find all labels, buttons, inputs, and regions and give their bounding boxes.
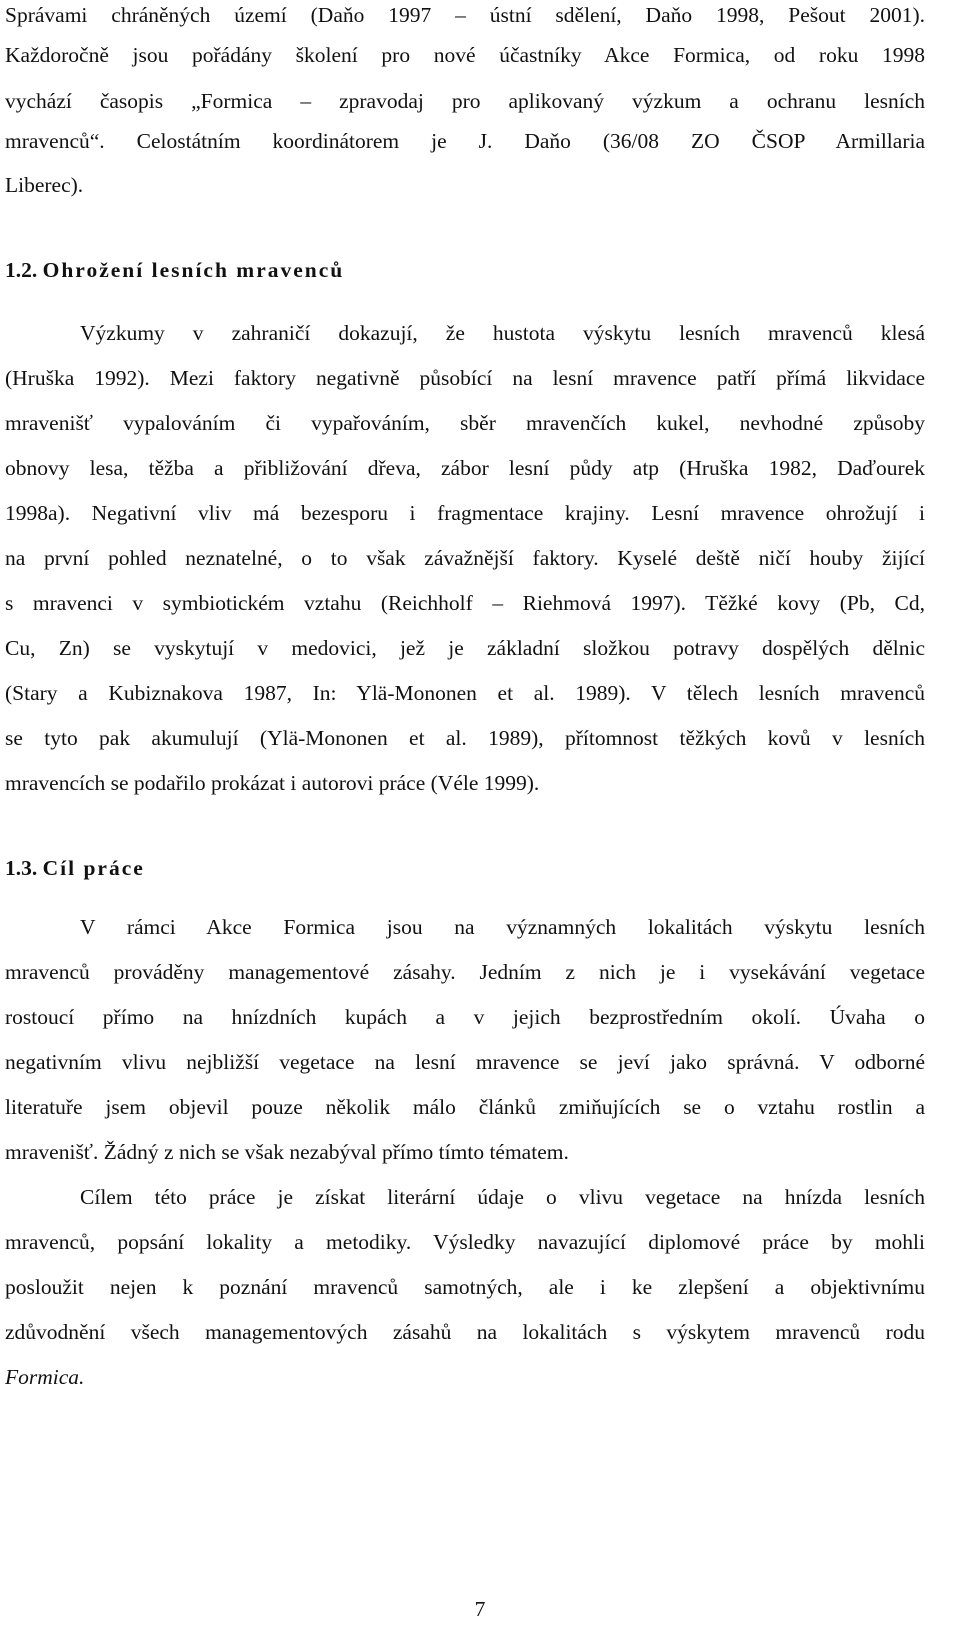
text-line: s mravenci v symbiotickém vztahu (Reichholf – Riehmová 1997). Těžké kovy (Pb, Cd, — [5, 591, 925, 615]
section-heading-1-2 — [5, 255, 344, 285]
text-line: (Hruška 1992). Mezi faktory negativně působící na lesní mravence patří přímá likvidace — [5, 366, 925, 390]
text-line: literatuře jsem objevil pouze několik málo článků zmiňujících se o vztahu rostlin a — [5, 1095, 925, 1119]
text-line: Cílem této práce je získat literární údaje o vlivu vegetace na hnízda lesních — [80, 1185, 925, 1209]
text-line: Výzkumy v zahraničí dokazují, že hustota výskytu lesních mravenců klesá — [80, 321, 925, 345]
section-heading-1-3 — [5, 853, 145, 883]
text-line: 1998a). Negativní vliv má bezesporu i fragmentace krajiny. Lesní mravence ohrožují i — [5, 501, 925, 525]
text-line: Každoročně jsou pořádány školení pro nové účastníky Akce Formica, od roku 1998 — [5, 43, 925, 67]
section-number: 1.3. — [5, 856, 38, 880]
text-line: Liberec). — [5, 173, 84, 197]
section-title: Ohrožení lesních mravenců — [42, 258, 345, 282]
text-line — [5, 1362, 925, 1392]
text-line: posloužit nejen k poznání mravenců samotných, ale i ke zlepšení a objektivnímu — [5, 1275, 925, 1299]
text-line: V rámci Akce Formica jsou na významných lokalitách výskytu lesních — [80, 915, 925, 939]
text-line: Cu, Zn) se vyskytují v medovici, jež je základní složkou potravy dospělých dělnic — [5, 636, 925, 660]
text-line: mravenců prováděny managementové zásahy. Jedním z nich je i vysekávání vegetace — [5, 960, 925, 984]
text-line: mravenců“. Celostátním koordinátorem je J. Daňo (36/08 ZO ČSOP Armillaria — [5, 129, 925, 153]
text-line: na první pohled neznatelné, o to však závažnější faktory. Kyselé deště ničí houby žijící — [5, 546, 925, 570]
text-line: vychází časopis „Formica – zpravodaj pro aplikovaný výzkum a ochranu lesních — [5, 89, 925, 113]
section-title: Cíl práce — [42, 856, 145, 880]
section-number: 1.2. — [5, 258, 38, 282]
genus-name: Formica. — [5, 1365, 85, 1389]
text-line: negativním vlivu nejbližší vegetace na lesní mravence se jeví jako správná. V odborné — [5, 1050, 925, 1074]
text-line: mravenců, popsání lokality a metodiky. Výsledky navazující diplomové práce by mohli — [5, 1230, 925, 1254]
text-line: mravenišť. Žádný z nich se však nezabýval přímo tímto tématem. — [5, 1140, 569, 1164]
text-line: mravencích se podařilo prokázat i autorovi práce (Véle 1999). — [5, 771, 540, 795]
page-number: 7 — [474, 1597, 486, 1621]
text-line: mravenišť vypalováním či vypařováním, sběr mravenčích kukel, nevhodné způsoby — [5, 411, 925, 435]
text-line: rostoucí přímo na hnízdních kupách a v jejich bezprostředním okolí. Úvaha o — [5, 1005, 925, 1029]
text-line: Správami chráněných území (Daňo 1997 – ústní sdělení, Daňo 1998, Pešout 2001). — [5, 3, 925, 27]
text-line: se tyto pak akumulují (Ylä-Mononen et al. 1989), přítomnost těžkých kovů v lesních — [5, 726, 925, 750]
text-line: zdůvodnění všech managementových zásahů na lokalitách s výskytem mravenců rodu — [5, 1320, 925, 1344]
text-line: (Stary a Kubiznakova 1987, In: Ylä-Mononen et al. 1989). V tělech lesních mravenců — [5, 681, 925, 705]
text-line: obnovy lesa, těžba a přibližování dřeva, zábor lesní půdy atp (Hruška 1982, Daďourek — [5, 456, 925, 480]
